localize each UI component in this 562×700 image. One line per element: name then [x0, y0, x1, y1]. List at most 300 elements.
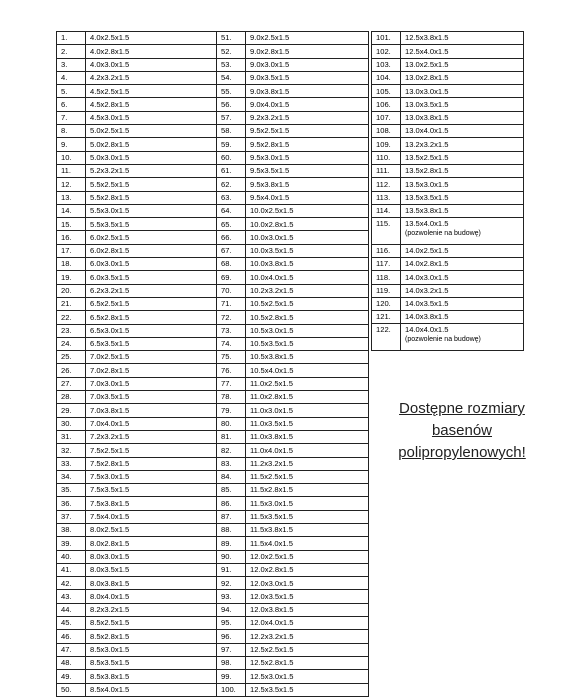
- size-number: 63.: [217, 191, 246, 204]
- size-dimensions: 7.5x3.5x1.5: [90, 485, 130, 495]
- table-row: [57, 510, 217, 523]
- table-row: [217, 550, 369, 563]
- size-dimensions: 4.0x3.0x1.5: [90, 59, 130, 69]
- sizes-table-1-50: [56, 31, 217, 697]
- size-dimensions-cell: [246, 617, 369, 630]
- permit-note: (pozwolenie na budowę): [405, 229, 481, 237]
- size-number: 79.: [217, 404, 246, 417]
- size-dimensions: 12.5x4.0x1.5: [405, 46, 449, 56]
- size-dimensions-cell: [86, 85, 217, 98]
- size-dimensions: 7.5x3.8x1.5: [90, 498, 130, 508]
- size-dimensions-cell: [246, 537, 369, 550]
- size-dimensions-cell: [401, 125, 524, 138]
- size-dimensions-cell: [246, 577, 369, 590]
- size-number: 88.: [217, 523, 246, 536]
- size-dimensions-cell: [246, 191, 369, 204]
- table-row: [217, 603, 369, 616]
- size-number: 14.: [57, 204, 86, 217]
- size-number: 31.: [57, 430, 86, 443]
- size-dimensions-cell: [401, 151, 524, 164]
- size-dimensions-cell: [401, 204, 524, 217]
- table-row: [372, 244, 524, 257]
- size-number: 122.: [372, 324, 401, 351]
- size-number: 29.: [57, 404, 86, 417]
- size-dimensions-cell: [86, 258, 217, 271]
- size-number: 32.: [57, 444, 86, 457]
- size-number: 57.: [217, 111, 246, 124]
- size-dimensions-cell: [86, 537, 217, 550]
- table-row: [217, 204, 369, 217]
- size-number: 44.: [57, 603, 86, 616]
- size-dimensions: 12.0x2.8x1.5: [250, 565, 294, 575]
- size-dimensions: 7.0x2.8x1.5: [90, 365, 130, 375]
- table-row: [57, 258, 217, 271]
- size-dimensions-cell: [86, 523, 217, 536]
- size-number: 17.: [57, 244, 86, 257]
- size-dimensions: 5.5x3.0x1.5: [90, 206, 130, 216]
- size-number: 53.: [217, 58, 246, 71]
- size-dimensions-cell: [246, 178, 369, 191]
- size-number: 43.: [57, 590, 86, 603]
- size-number: 68.: [217, 258, 246, 271]
- size-dimensions: 7.0x3.8x1.5: [90, 405, 130, 415]
- size-number: 67.: [217, 244, 246, 257]
- size-dimensions-cell: [246, 297, 369, 310]
- size-dimensions-cell: [246, 337, 369, 350]
- size-number: 56.: [217, 98, 246, 111]
- size-dimensions-cell: [86, 630, 217, 643]
- size-dimensions-cell: [246, 683, 369, 696]
- size-number: 105.: [372, 85, 401, 98]
- size-number: 2.: [57, 45, 86, 58]
- table-row: [57, 484, 217, 497]
- size-dimensions-cell: [401, 32, 524, 45]
- size-dimensions-cell: [86, 297, 217, 310]
- size-dimensions: 5.5x2.5x1.5: [90, 179, 130, 189]
- size-dimensions: 6.0x3.0x1.5: [90, 259, 130, 269]
- size-dimensions: 13.5x2.5x1.5: [405, 153, 449, 163]
- size-number: 76.: [217, 364, 246, 377]
- size-dimensions-cell: [86, 364, 217, 377]
- table-row: [217, 377, 369, 390]
- table-row: [217, 351, 369, 364]
- size-dimensions: 6.5x2.5x1.5: [90, 299, 130, 309]
- size-dimensions: 9.5x2.8x1.5: [250, 139, 290, 149]
- size-dimensions-cell: [86, 391, 217, 404]
- size-number: 86.: [217, 497, 246, 510]
- size-number: 16.: [57, 231, 86, 244]
- size-number: 12.: [57, 178, 86, 191]
- size-dimensions-cell: [246, 630, 369, 643]
- size-number: 84.: [217, 470, 246, 483]
- table-row: [372, 257, 524, 270]
- size-number: 107.: [372, 111, 401, 124]
- size-dimensions: 10.0x4.0x1.5: [250, 272, 294, 282]
- size-number: 26.: [57, 364, 86, 377]
- size-dimensions: 14.0x2.8x1.5: [405, 259, 449, 269]
- size-dimensions-cell: [246, 510, 369, 523]
- size-dimensions-cell: [86, 563, 217, 576]
- table-row: [372, 45, 524, 58]
- size-number: 113.: [372, 191, 401, 204]
- size-number: 99.: [217, 670, 246, 683]
- size-number: 62.: [217, 178, 246, 191]
- table-row: [217, 670, 369, 683]
- size-number: 50.: [57, 683, 86, 696]
- size-dimensions-cell: [401, 71, 524, 84]
- size-number: 11.: [57, 164, 86, 177]
- size-dimensions: 8.0x3.8x1.5: [90, 578, 130, 588]
- size-dimensions-cell: [86, 377, 217, 390]
- table-row: [57, 497, 217, 510]
- size-dimensions: 11.5x2.5x1.5: [250, 472, 293, 482]
- size-dimensions: 13.0x3.8x1.5: [405, 113, 449, 123]
- table-row: [217, 311, 369, 324]
- size-dimensions-cell: [86, 45, 217, 58]
- size-dimensions: 11.5x3.8x1.5: [250, 525, 293, 535]
- table-row: [57, 683, 217, 696]
- size-dimensions: 11.0x3.5x1.5: [250, 418, 293, 428]
- size-dimensions: 10.0x2.5x1.5: [250, 206, 294, 216]
- size-dimensions-cell: [246, 643, 369, 656]
- size-number: 78.: [217, 391, 246, 404]
- size-dimensions-cell: [246, 111, 369, 124]
- size-dimensions: 14.0x3.5x1.5: [405, 299, 449, 309]
- permit-note: (pozwolenie na budowę): [405, 336, 481, 344]
- size-number: 101.: [372, 32, 401, 45]
- size-dimensions-cell: [86, 670, 217, 683]
- size-dimensions: 9.5x3.8x1.5: [250, 179, 290, 189]
- size-dimensions-cell: [86, 603, 217, 616]
- size-number: 58.: [217, 125, 246, 138]
- table-row: [57, 617, 217, 630]
- table-row: [372, 271, 524, 284]
- table-row: [57, 351, 217, 364]
- size-number: 108.: [372, 125, 401, 138]
- size-dimensions: 10.2x3.2x1.5: [250, 285, 294, 295]
- table-row: [57, 311, 217, 324]
- size-dimensions: 7.5x4.0x1.5: [90, 512, 130, 522]
- size-dimensions-cell: [246, 497, 369, 510]
- size-dimensions-cell: [86, 617, 217, 630]
- table-row: [57, 404, 217, 417]
- table-row: [57, 231, 217, 244]
- size-dimensions: 4.5x2.8x1.5: [90, 99, 130, 109]
- available-sizes-caption: [378, 398, 546, 464]
- size-dimensions: 13.5x4.0x1.5: [405, 219, 449, 229]
- size-dimensions: 12.0x3.8x1.5: [250, 605, 294, 615]
- table-row: [372, 71, 524, 84]
- size-dimensions-cell: [246, 151, 369, 164]
- size-dimensions-cell: [401, 58, 524, 71]
- table-row: [57, 364, 217, 377]
- size-number: 72.: [217, 311, 246, 324]
- size-dimensions: 8.2x3.2x1.5: [90, 605, 130, 615]
- table-row: [217, 391, 369, 404]
- size-number: 48.: [57, 656, 86, 669]
- table-row: [372, 311, 524, 324]
- size-dimensions: 11.0x2.5x1.5: [250, 379, 293, 389]
- size-dimensions: 9.2x3.2x1.5: [250, 113, 290, 123]
- size-number: 51.: [217, 32, 246, 45]
- size-dimensions-cell: [86, 311, 217, 324]
- size-number: 28.: [57, 391, 86, 404]
- table-row: [57, 125, 217, 138]
- size-dimensions: 11.2x3.2x1.5: [250, 458, 293, 468]
- size-dimensions-cell: [86, 643, 217, 656]
- table-row: [217, 111, 369, 124]
- table-row: [57, 603, 217, 616]
- size-dimensions: 12.5x3.5x1.5: [250, 684, 294, 694]
- size-number: 121.: [372, 311, 401, 324]
- size-dimensions: 13.5x3.5x1.5: [405, 192, 449, 202]
- table-row: [57, 656, 217, 669]
- size-number: 81.: [217, 430, 246, 443]
- table-row: [57, 151, 217, 164]
- size-dimensions: 6.0x2.8x1.5: [90, 246, 130, 256]
- table-row: [217, 337, 369, 350]
- size-dimensions: 8.5x3.8x1.5: [90, 671, 130, 681]
- size-dimensions-cell: [246, 244, 369, 257]
- table-row: [217, 258, 369, 271]
- size-dimensions-cell: [86, 351, 217, 364]
- size-dimensions: 10.0x3.8x1.5: [250, 259, 294, 269]
- size-dimensions: 7.5x3.0x1.5: [90, 472, 130, 482]
- size-number: 6.: [57, 98, 86, 111]
- table-row: [217, 297, 369, 310]
- table-row: [217, 484, 369, 497]
- table-row: [217, 643, 369, 656]
- table-row: [217, 178, 369, 191]
- size-dimensions-cell: [401, 218, 524, 245]
- size-dimensions: 13.0x3.5x1.5: [405, 99, 449, 109]
- size-number: 71.: [217, 297, 246, 310]
- size-dimensions: 8.5x3.0x1.5: [90, 645, 130, 654]
- table-row: [57, 71, 217, 84]
- size-dimensions-cell: [401, 311, 524, 324]
- size-number: 38.: [57, 523, 86, 536]
- size-dimensions-cell: [246, 284, 369, 297]
- table-row: [57, 111, 217, 124]
- size-dimensions-cell: [86, 98, 217, 111]
- size-number: 98.: [217, 656, 246, 669]
- size-dimensions: 14.0x2.5x1.5: [405, 246, 449, 255]
- size-number: 75.: [217, 351, 246, 364]
- size-number: 49.: [57, 670, 86, 683]
- size-dimensions: 13.0x2.8x1.5: [405, 73, 449, 83]
- table-row: [217, 523, 369, 536]
- size-number: 18.: [57, 258, 86, 271]
- size-number: 61.: [217, 164, 246, 177]
- size-dimensions-cell: [86, 164, 217, 177]
- size-number: 120.: [372, 297, 401, 310]
- table-row: [217, 444, 369, 457]
- size-dimensions: 10.5x3.0x1.5: [250, 325, 294, 335]
- size-number: 33.: [57, 457, 86, 470]
- size-number: 70.: [217, 284, 246, 297]
- table-row: [57, 138, 217, 151]
- table-row: [217, 510, 369, 523]
- size-dimensions-cell: [86, 58, 217, 71]
- table-row: [57, 630, 217, 643]
- size-dimensions: 8.5x2.8x1.5: [90, 631, 130, 641]
- size-dimensions-cell: [86, 111, 217, 124]
- size-number: 65.: [217, 218, 246, 231]
- size-number: 25.: [57, 351, 86, 364]
- table-row: [217, 164, 369, 177]
- size-number: 64.: [217, 204, 246, 217]
- size-dimensions: 12.5x2.5x1.5: [250, 645, 294, 654]
- size-dimensions: 11.0x3.0x1.5: [250, 405, 293, 415]
- table-row: [372, 125, 524, 138]
- size-dimensions-cell: [86, 151, 217, 164]
- size-dimensions: 10.5x2.8x1.5: [250, 312, 294, 322]
- size-number: 37.: [57, 510, 86, 523]
- caption-line-2: basenów: [431, 422, 493, 439]
- size-dimensions: 8.0x3.5x1.5: [90, 565, 130, 575]
- table-row: [217, 218, 369, 231]
- table-row: [217, 470, 369, 483]
- size-number: 97.: [217, 643, 246, 656]
- size-dimensions: 7.0x3.0x1.5: [90, 379, 130, 389]
- size-dimensions: 14.0x3.2x1.5: [405, 285, 449, 295]
- size-number: 4.: [57, 71, 86, 84]
- table-row: [372, 324, 524, 351]
- size-dimensions-cell: [246, 563, 369, 576]
- size-dimensions: 11.5x3.5x1.5: [250, 512, 293, 522]
- table-row: [217, 231, 369, 244]
- size-dimensions-cell: [86, 484, 217, 497]
- size-number: 66.: [217, 231, 246, 244]
- size-dimensions-cell: [86, 204, 217, 217]
- size-dimensions: 9.0x3.0x1.5: [250, 59, 290, 69]
- table-row: [217, 244, 369, 257]
- size-number: 85.: [217, 484, 246, 497]
- size-number: 73.: [217, 324, 246, 337]
- size-number: 23.: [57, 324, 86, 337]
- size-number: 109.: [372, 138, 401, 151]
- size-dimensions: 7.5x2.5x1.5: [90, 445, 130, 455]
- table-row: [372, 98, 524, 111]
- size-number: 15.: [57, 218, 86, 231]
- size-dimensions: 7.0x4.0x1.5: [90, 418, 130, 428]
- size-dimensions: 12.5x3.8x1.5: [405, 33, 449, 43]
- table-row: [217, 98, 369, 111]
- size-dimensions: 4.5x3.0x1.5: [90, 113, 130, 123]
- size-dimensions-cell: [86, 457, 217, 470]
- table-row: [57, 324, 217, 337]
- size-number: 102.: [372, 45, 401, 58]
- size-dimensions-cell: [246, 85, 369, 98]
- table-row: [217, 125, 369, 138]
- size-number: 117.: [372, 257, 401, 270]
- table-row: [217, 563, 369, 576]
- size-number: 46.: [57, 630, 86, 643]
- table-row: [57, 32, 217, 45]
- size-dimensions: 10.0x3.0x1.5: [250, 232, 294, 242]
- size-dimensions-cell: [246, 58, 369, 71]
- size-dimensions-cell: [401, 164, 524, 177]
- size-number: 10.: [57, 151, 86, 164]
- size-dimensions-cell: [246, 218, 369, 231]
- size-number: 9.: [57, 138, 86, 151]
- size-number: 27.: [57, 377, 86, 390]
- table-row: [217, 497, 369, 510]
- table-row: [57, 577, 217, 590]
- size-dimensions: 9.0x2.5x1.5: [250, 33, 290, 43]
- size-dimensions-cell: [246, 231, 369, 244]
- size-dimensions: 14.0x4.0x1.5: [405, 325, 449, 335]
- table-row: [57, 85, 217, 98]
- size-dimensions: 4.5x2.5x1.5: [90, 86, 130, 96]
- size-dimensions: 13.5x3.8x1.5: [405, 206, 449, 216]
- size-dimensions-cell: [246, 470, 369, 483]
- table-row: [57, 191, 217, 204]
- size-number: 3.: [57, 58, 86, 71]
- size-dimensions: 6.5x3.0x1.5: [90, 325, 130, 335]
- size-dimensions-cell: [246, 590, 369, 603]
- size-dimensions: 6.5x3.5x1.5: [90, 339, 130, 349]
- size-number: 77.: [217, 377, 246, 390]
- size-dimensions-cell: [86, 125, 217, 138]
- size-number: 1.: [57, 32, 86, 45]
- size-dimensions-cell: [86, 444, 217, 457]
- size-dimensions: 7.0x2.5x1.5: [90, 352, 130, 362]
- size-dimensions: 12.2x3.2x1.5: [250, 631, 294, 641]
- size-dimensions-cell: [246, 32, 369, 45]
- table-row: [372, 138, 524, 151]
- size-number: 24.: [57, 337, 86, 350]
- size-number: 59.: [217, 138, 246, 151]
- size-dimensions-cell: [246, 523, 369, 536]
- size-dimensions: 5.0x2.8x1.5: [90, 139, 130, 149]
- size-dimensions: 11.5x3.0x1.5: [250, 498, 293, 508]
- table-row: [372, 85, 524, 98]
- sizes-table-101-122: [371, 31, 524, 351]
- size-dimensions-cell: [246, 351, 369, 364]
- size-dimensions-cell: [86, 470, 217, 483]
- table-row: [372, 151, 524, 164]
- size-number: 40.: [57, 550, 86, 563]
- size-number: 100.: [217, 683, 246, 696]
- table-row: [372, 32, 524, 45]
- size-dimensions-cell: [86, 577, 217, 590]
- size-dimensions-cell: [246, 71, 369, 84]
- size-dimensions-cell: [86, 138, 217, 151]
- table-row: [217, 271, 369, 284]
- table-row: [217, 577, 369, 590]
- size-number: 93.: [217, 590, 246, 603]
- size-dimensions: 13.0x3.0x1.5: [405, 86, 449, 96]
- table-row: [57, 470, 217, 483]
- size-dimensions-cell: [86, 218, 217, 231]
- size-number: 7.: [57, 111, 86, 124]
- size-dimensions-cell: [401, 284, 524, 297]
- table-row: [57, 164, 217, 177]
- size-number: 114.: [372, 204, 401, 217]
- size-number: 60.: [217, 151, 246, 164]
- table-row: [372, 164, 524, 177]
- table-row: [57, 337, 217, 350]
- size-dimensions-cell: [86, 430, 217, 443]
- table-row: [57, 58, 217, 71]
- table-row: [217, 630, 369, 643]
- table-row: [217, 85, 369, 98]
- size-number: 21.: [57, 297, 86, 310]
- size-dimensions-cell: [246, 417, 369, 430]
- size-number: 116.: [372, 244, 401, 257]
- table-row: [217, 417, 369, 430]
